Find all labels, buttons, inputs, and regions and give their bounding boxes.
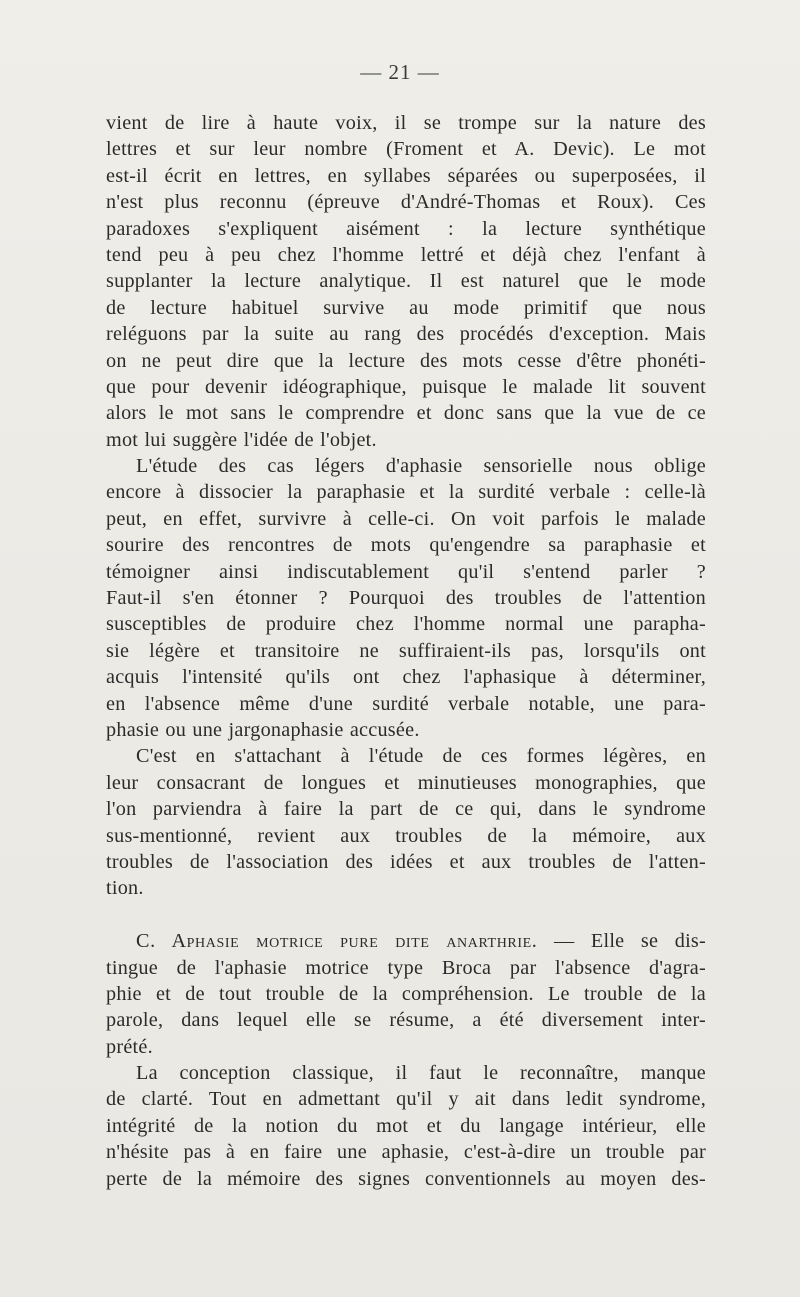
text-line: paradoxes s'expliquent aisément : la lecture synthétique bbox=[106, 217, 706, 240]
paragraph-2 bbox=[106, 453, 706, 743]
text-line: tingue de l'aphasie motrice type Broca par l'absence d'agra- bbox=[106, 956, 706, 979]
text-line: de clarté. Tout en admettant qu'il y ait dans ledit syndrome, bbox=[106, 1088, 706, 1111]
section-gap bbox=[106, 902, 706, 928]
text-line: supplanter la lecture analytique. Il est naturel que le mode bbox=[106, 270, 706, 293]
text-line: témoigner ainsi indiscutablement qu'il s'entend parler ? bbox=[106, 560, 706, 583]
text-line: n'est plus reconnu (épreuve d'André-Thomas et Roux). Ces bbox=[106, 191, 706, 214]
text-line: sourire des rencontres de mots qu'engendre sa paraphasie et bbox=[106, 534, 706, 557]
text-line: Faut-il s'en étonner ? Pourquoi des troubles de l'attention bbox=[106, 587, 706, 610]
text-line: lettres et sur leur nombre (Froment et A. Devic). Le mot bbox=[106, 138, 706, 161]
text-line: sus-mentionné, revient aux troubles de la mémoire, aux bbox=[106, 824, 706, 847]
text-line: alors le mot sans le comprendre et donc sans que la vue de ce bbox=[106, 402, 706, 425]
text-line: La conception classique, il faut le reconnaître, manque bbox=[136, 1062, 706, 1085]
text-line: phasie ou une jargonaphasie accusée. bbox=[106, 718, 420, 741]
text-line: peut, en effet, survivre à celle-ci. On voit parfois le malade bbox=[106, 507, 706, 530]
text-line: de lecture habituel survive au mode primitif que nous bbox=[106, 296, 706, 319]
text-line: intégrité de la notion du mot et du langage intérieur, elle bbox=[106, 1114, 706, 1137]
text-line: on ne peut dire que la lecture des mots cesse d'être phonéti- bbox=[106, 349, 706, 372]
section-heading: C. Aphasie motrice pure dite anarthrie. bbox=[136, 930, 538, 953]
text-line: que pour devenir idéographique, puisque le malade lit souvent bbox=[106, 375, 706, 398]
text-line: n'hésite pas à en faire une aphasie, c'est-à-dire un trouble par bbox=[106, 1141, 706, 1164]
text-line: sie légère et transitoire ne suffiraient-ils pas, lorsqu'ils ont bbox=[106, 639, 706, 662]
text-line: tion. bbox=[106, 877, 144, 900]
text-line: leur consacrant de longues et minutieuses monographies, que bbox=[106, 771, 706, 794]
text-line: phie et de tout trouble de la compréhension. Le trouble de la bbox=[106, 982, 706, 1005]
paragraph-3 bbox=[106, 743, 706, 901]
paragraph-final bbox=[106, 1060, 706, 1192]
text-line: l'on parviendra à faire la part de ce qui, dans le syndrome bbox=[106, 798, 706, 821]
body-text bbox=[106, 110, 706, 1192]
text-line: prété. bbox=[106, 1035, 153, 1058]
page-number: — 21 — bbox=[360, 60, 440, 84]
text-line: est-il écrit en lettres, en syllabes séparées ou superposées, il bbox=[106, 164, 706, 187]
text-line: C'est en s'attachant à l'étude de ces formes légères, en bbox=[136, 745, 706, 768]
text-line: troubles de l'association des idées et aux troubles de l'atten- bbox=[106, 850, 706, 873]
section-c-first-line-rest: — Elle se dis- bbox=[553, 930, 707, 953]
paragraph-1 bbox=[106, 110, 706, 453]
section-c bbox=[106, 928, 706, 1060]
text-line: L'étude des cas légers d'aphasie sensorielle nous oblige bbox=[136, 455, 706, 478]
text-line: susceptibles de produire chez l'homme normal une parapha- bbox=[106, 613, 706, 636]
text-line: mot lui suggère l'idée de l'objet. bbox=[106, 428, 377, 451]
text-line: vient de lire à haute voix, il se trompe sur la nature des bbox=[106, 112, 706, 134]
text-line: encore à dissocier la paraphasie et la surdité verbale : celle-là bbox=[106, 481, 706, 504]
text-line: tend peu à peu chez l'homme lettré et déjà chez l'enfant à bbox=[106, 243, 706, 266]
text-line: perte de la mémoire des signes conventionnels au moyen des- bbox=[106, 1167, 706, 1190]
text-line: en l'absence même d'une surdité verbale notable, une para- bbox=[106, 692, 706, 715]
text-line: reléguons par la suite au rang des procédés d'exception. Mais bbox=[106, 323, 706, 346]
section-c-first-line bbox=[106, 928, 706, 954]
text-line: parole, dans lequel elle se résume, a été diversement inter- bbox=[106, 1009, 706, 1032]
text-line: acquis l'intensité qu'ils ont chez l'aphasique à déterminer, bbox=[106, 666, 706, 689]
